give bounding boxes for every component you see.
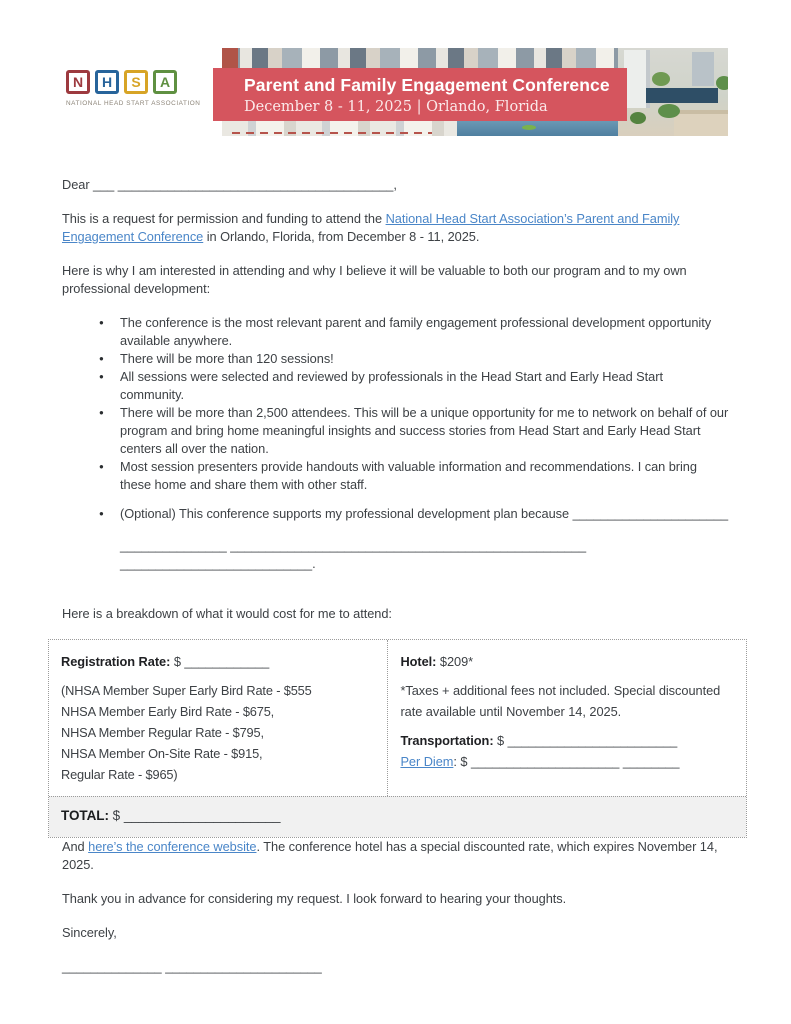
signature-line: ______________ ______________________ <box>62 959 322 974</box>
list-item: ● Most session presenters provide handouts with valuable information and recommendations. I can bring these home and share them with other staff. <box>97 458 729 494</box>
banner-ribbon <box>213 68 627 121</box>
list-item: ● There will be more than 120 sessions! <box>97 350 729 368</box>
rate-options <box>61 680 375 785</box>
breakdown-intro: Here is a breakdown of what it would cost for me to attend: <box>62 606 392 621</box>
website-paragraph <box>62 838 729 874</box>
logo-block-0: N <box>66 70 90 94</box>
registration-blank: $ ____________ <box>173 654 270 669</box>
total-row <box>49 796 746 837</box>
transportation-line <box>400 730 734 751</box>
logo-block-3: A <box>153 70 177 94</box>
transportation-label: Transportation: <box>400 733 494 748</box>
nhsa-logo-blocks <box>66 70 194 94</box>
rate-line: NHSA Member Regular Rate - $795, <box>61 725 264 740</box>
photo-tree <box>652 72 670 86</box>
optional-list-item <box>97 505 729 573</box>
registration-line <box>61 651 375 672</box>
photo-building <box>674 110 728 136</box>
thanks-paragraph: Thank you in advance for considering my request. I look forward to hearing your thoughts. <box>62 891 567 906</box>
total-blank: $ _____________________ <box>108 808 281 823</box>
conference-website-link[interactable]: here’s the conference website <box>88 839 257 854</box>
optional-blank: ______________________ <box>572 506 729 521</box>
photo-building <box>646 88 718 103</box>
letter-body <box>0 140 791 976</box>
cost-table <box>48 639 747 838</box>
request-text: in Orlando, Florida, from December 8 - 11, 2025. <box>203 229 480 244</box>
photo-lake <box>457 120 618 136</box>
perdiem-link[interactable]: Per Diem <box>400 754 454 769</box>
conference-title: Parent and Family Engagement Conference <box>244 75 610 95</box>
reasons-intro-paragraph: Here is why I am interested in attending and why I believe it will be valuable to both our program and to my own professional development: <box>62 263 687 296</box>
conference-link[interactable]: National Head Start Association’s Parent and Family Engagement Conference <box>62 211 680 244</box>
registration-cell <box>49 640 388 796</box>
conference-banner <box>222 48 728 136</box>
hotel-label: Hotel: <box>400 654 437 669</box>
website-text: And <box>62 839 89 854</box>
salutation-prefix: Dear <box>62 177 94 192</box>
salutation-comma: , <box>393 177 397 192</box>
rate-line: (NHSA Member Super Early Bird Rate - $555 <box>61 683 312 698</box>
rate-line: NHSA Member On-Site Rate - $915, <box>61 746 263 761</box>
hotel-note: *Taxes + additional fees not included. Special discounted rate available until November 14, 2025. <box>400 683 721 719</box>
perdiem-line <box>400 751 734 772</box>
list-item: ● The conference is the most relevant parent and family engagement professional development opportunity available anywhere. <box>97 314 729 350</box>
logo-block-1: H <box>95 70 119 94</box>
letter-masthead <box>0 0 791 140</box>
website-text: . The conference hotel has a special discounted rate, which expires November 14, 2025. <box>62 839 718 872</box>
rate-line: Regular Rate - $965) <box>61 767 178 782</box>
nhsa-logo-caption: NATIONAL HEAD START ASSOCIATION <box>66 100 201 107</box>
photo-tree <box>630 112 646 124</box>
optional-blank-line: _______________ __________________________________________________ ___________________________. <box>120 538 587 571</box>
hotel-value: $209* <box>436 654 474 669</box>
registration-label: Registration Rate: <box>61 654 171 669</box>
photo-tree <box>658 104 680 118</box>
photo-boat <box>522 125 536 130</box>
transportation-blank: $ ________________________ <box>493 733 678 748</box>
nhsa-logo <box>66 70 201 107</box>
cost-table-main-row <box>49 640 746 796</box>
request-text: This is a request for permission and funding to attend the <box>62 211 386 226</box>
request-paragraph <box>62 210 729 246</box>
perdiem-blank: : $ _____________________ ________ <box>453 754 680 769</box>
salutation-blank: ___ _______________________________________ <box>93 177 394 192</box>
photo-rooftops <box>232 132 432 134</box>
salutation-line <box>62 176 729 194</box>
photo-tree <box>716 76 728 90</box>
hotel-cell <box>388 640 746 796</box>
optional-text: (Optional) This conference supports my professional development plan because <box>120 506 573 521</box>
reasons-list <box>97 314 729 573</box>
total-label: TOTAL: <box>61 808 109 823</box>
list-item: ● All sessions were selected and reviewed by professionals in the Head Start and Early Head Start community. <box>97 368 729 404</box>
rate-line: NHSA Member Early Bird Rate - $675, <box>61 704 275 719</box>
signoff: Sincerely, <box>62 925 117 940</box>
conference-date-location: December 8 - 11, 2025 | Orlando, Florida <box>244 99 548 115</box>
photo-tower <box>692 52 714 86</box>
hotel-line <box>400 651 734 672</box>
logo-block-2: S <box>124 70 148 94</box>
list-item: ● There will be more than 2,500 attendees. This will be a unique opportunity for me to network on behalf of our program and bring home meaningful insights and success stories from Head Start and Early Head Start centers all over the nation. <box>97 404 729 458</box>
